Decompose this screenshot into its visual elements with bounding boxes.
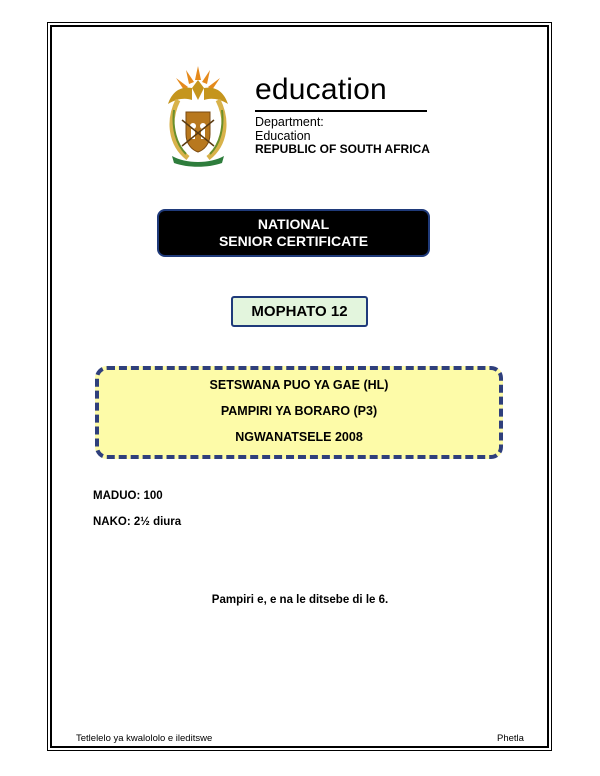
marks-label: MADUO: 100 <box>93 490 163 502</box>
subject-box <box>95 366 503 459</box>
time-label: NAKO: 2½ diura <box>93 516 182 528</box>
copyright-note: Tetlelelo ya kwalololo e ileditswe <box>76 733 213 744</box>
turn-over-note: Phetla <box>497 733 524 744</box>
logo-country: REPUBLIC OF SOUTH AFRICA <box>255 142 430 156</box>
exam-session: NGWANATSELE 2008 <box>235 430 363 444</box>
logo-department-label: Department: <box>255 115 324 129</box>
certificate-banner-line1: NATIONAL <box>257 216 330 232</box>
grade-box: MOPHATO 12 <box>231 296 368 327</box>
pages-note: Pampiri e, e na le ditsebe di le 6. <box>211 594 389 606</box>
logo-divider <box>255 110 427 112</box>
logo-wordmark: education <box>255 73 387 106</box>
subject-title: SETSWANA PUO YA GAE (HL) <box>209 378 389 392</box>
paper-number: PAMPIRI YA BORARO (P3) <box>220 404 378 418</box>
certificate-banner <box>157 209 430 257</box>
certificate-banner-line2: SENIOR CERTIFICATE <box>218 233 369 249</box>
department-logo <box>158 60 438 170</box>
south-africa-coat-of-arms-icon <box>158 60 238 168</box>
logo-department-name: Education <box>255 129 311 143</box>
